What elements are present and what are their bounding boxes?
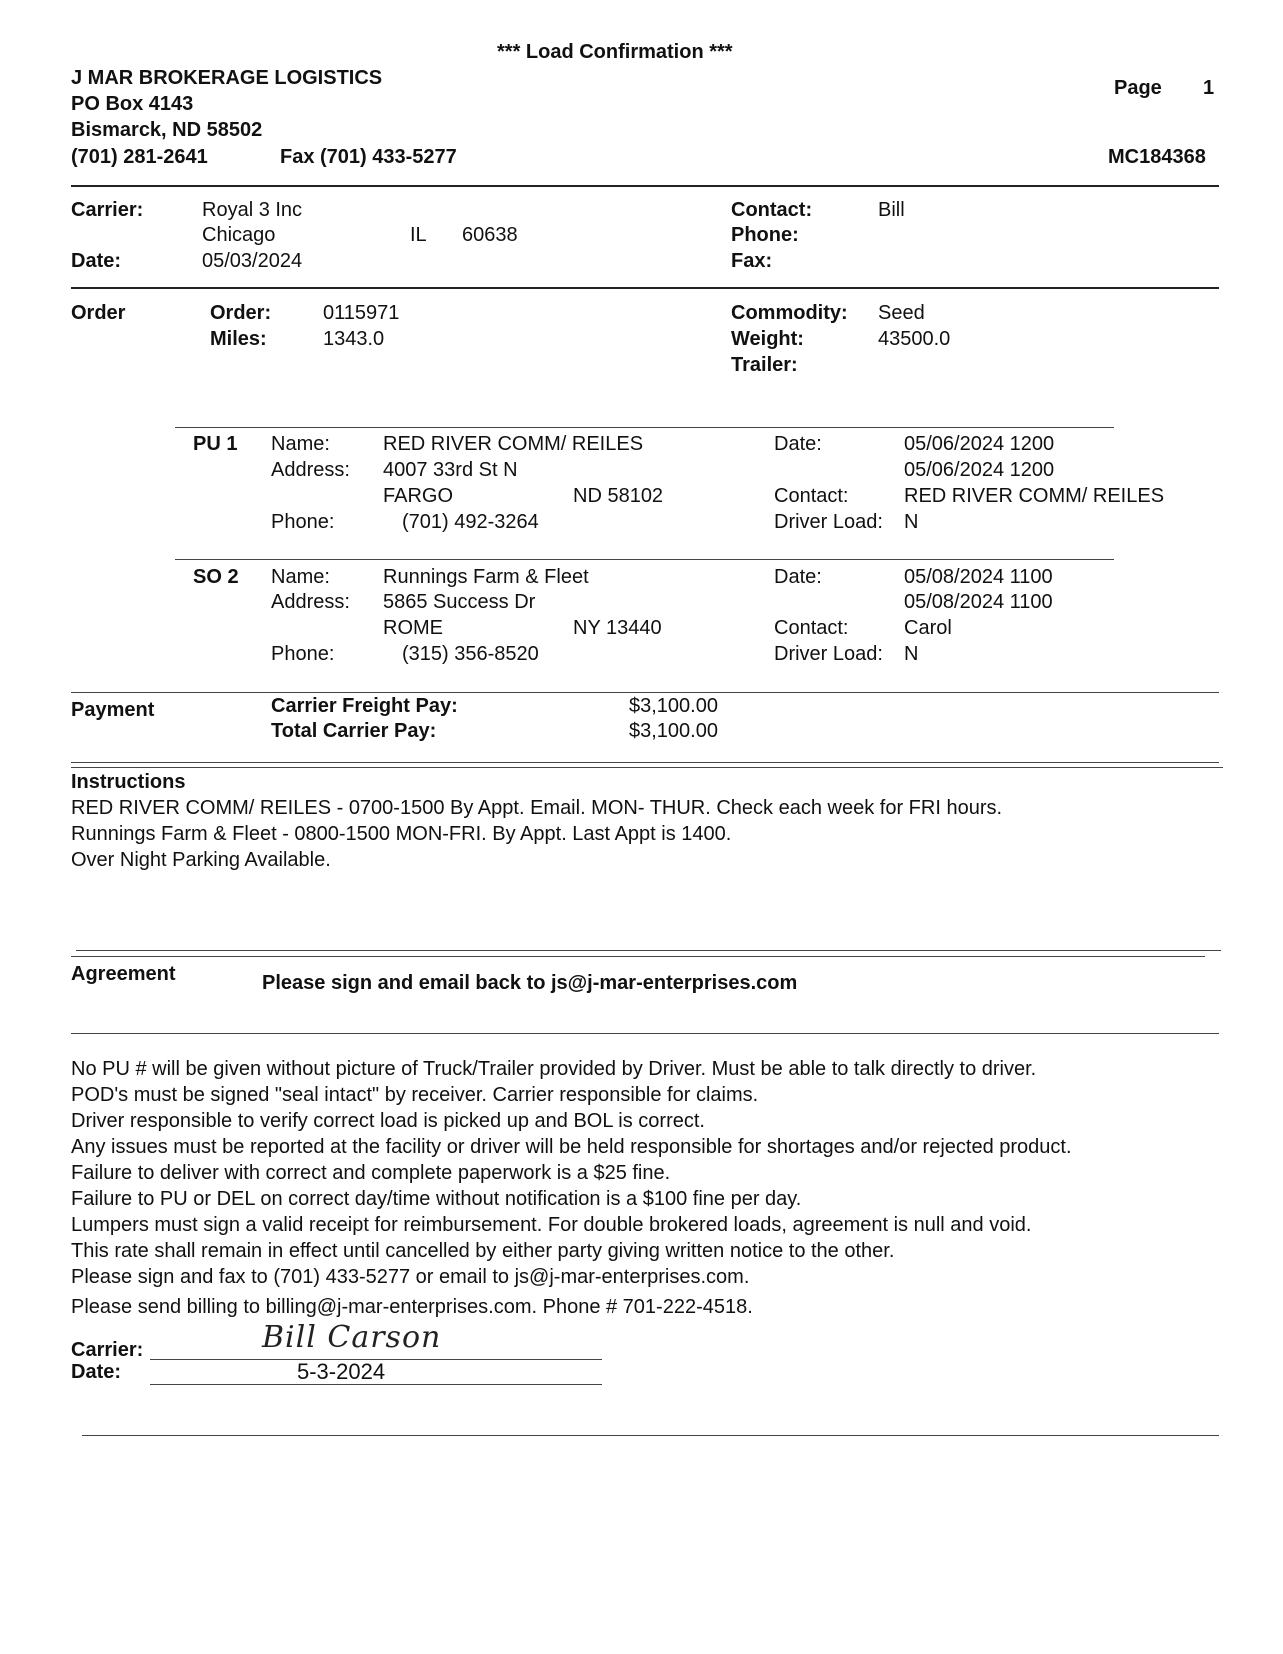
stop-phone-label: Phone: xyxy=(271,511,335,533)
terms-line: Driver responsible to verify correct load is picked up and BOL is correct. xyxy=(71,1110,705,1132)
terms-line: Failure to deliver with correct and complete paperwork is a $25 fine. xyxy=(71,1162,671,1184)
carrier-zip: 60638 xyxy=(462,224,518,246)
terms-line: Any issues must be reported at the facility or driver will be held responsible for shortages and/or rejected product. xyxy=(71,1136,1072,1158)
total-pay-label: Total Carrier Pay: xyxy=(271,720,437,742)
agreement-divider xyxy=(76,950,1221,951)
stop-date-end: 05/08/2024 1100 xyxy=(904,591,1053,613)
stop-contact: RED RIVER COMM/ REILES xyxy=(904,485,1165,507)
payment-section-label: Payment xyxy=(71,699,155,721)
company-phone: (701) 281-2641 xyxy=(71,146,208,168)
terms-line: Please sign and fax to (701) 433-5277 or email to js@j-mar-enterprises.com. xyxy=(71,1266,750,1288)
stop-name: RED RIVER COMM/ REILES xyxy=(383,433,644,455)
stop-driver-load: N xyxy=(904,511,919,533)
instruction-line: Over Night Parking Available. xyxy=(71,849,331,871)
instruction-line: RED RIVER COMM/ REILES - 0700-1500 By Appt. Email. MON- THUR. Check each week for FRI hours. xyxy=(71,797,1003,819)
order-number: 0115971 xyxy=(323,302,400,324)
signature-date-line[interactable] xyxy=(150,1384,602,1385)
total-pay-value: $3,100.00 xyxy=(629,720,718,742)
agreement-divider-2 xyxy=(71,956,1205,957)
fax-label: Fax: xyxy=(731,250,773,272)
header-divider xyxy=(71,185,1219,187)
stop-date-end: 05/06/2024 1200 xyxy=(904,459,1055,481)
payment-divider xyxy=(71,692,1219,693)
commodity-value: Seed xyxy=(878,302,925,324)
terms-line: This rate shall remain in effect until cancelled by either party giving written notice to the other. xyxy=(71,1240,895,1262)
contact-label: Contact: xyxy=(731,199,813,221)
payment-end-divider xyxy=(71,762,1219,763)
date-label: Date: xyxy=(71,250,122,272)
stop-contact-label: Contact: xyxy=(774,485,849,507)
weight-value: 43500.0 xyxy=(878,328,951,350)
stop-address-label: Address: xyxy=(271,459,350,481)
stop-date-start: 05/08/2024 1100 xyxy=(904,566,1053,588)
document-title: *** Load Confirmation *** xyxy=(497,41,733,63)
stop-contact: Carol xyxy=(904,617,952,639)
stop-code: PU 1 xyxy=(193,433,238,455)
stop-date-label: Date: xyxy=(774,566,822,588)
stop-phone: (701) 492-3264 xyxy=(402,511,539,533)
stop-phone: (315) 356-8520 xyxy=(402,643,539,665)
handwritten-signature: Bill Carson xyxy=(262,1320,442,1355)
weight-label: Weight: xyxy=(731,328,804,350)
company-fax: Fax (701) 433-5277 xyxy=(280,146,457,168)
agreement-message: Please sign and email back to js@j-mar-enterprises.com xyxy=(262,972,798,994)
miles-label: Miles: xyxy=(210,328,267,350)
freight-pay-value: $3,100.00 xyxy=(629,695,718,717)
stop-driver-load-label: Driver Load: xyxy=(774,643,883,665)
page-label: Page xyxy=(1114,77,1162,99)
order-number-label: Order: xyxy=(210,302,272,324)
payment-end-divider-2 xyxy=(71,767,1223,768)
phone-label: Phone: xyxy=(731,224,799,246)
mc-number: MC184368 xyxy=(1108,146,1206,168)
page-number: 1 xyxy=(1203,77,1215,99)
commodity-label: Commodity: xyxy=(731,302,848,324)
stop-state-zip: ND 58102 xyxy=(573,485,664,507)
stop-driver-load: N xyxy=(904,643,919,665)
stop-name-label: Name: xyxy=(271,566,330,588)
stop-divider xyxy=(175,559,1114,560)
company-address-line1: PO Box 4143 xyxy=(71,93,194,115)
stop-contact-label: Contact: xyxy=(774,617,849,639)
carrier-state: IL xyxy=(410,224,427,246)
stop-code: SO 2 xyxy=(193,566,239,588)
stop-phone-label: Phone: xyxy=(271,643,335,665)
stop-city: ROME xyxy=(383,617,443,639)
stop-street: 5865 Success Dr xyxy=(383,591,536,613)
carrier-contact: Bill xyxy=(878,199,905,221)
signature-date-label: Date: xyxy=(71,1361,122,1383)
company-name: J MAR BROKERAGE LOGISTICS xyxy=(71,67,383,89)
terms-line: Please send billing to billing@j-mar-enterprises.com. Phone # 701-222-4518. xyxy=(71,1296,753,1318)
order-section-label: Order xyxy=(71,302,126,324)
signature-carrier-label: Carrier: xyxy=(71,1339,144,1361)
carrier-label: Carrier: xyxy=(71,199,144,221)
terms-line: Lumpers must sign a valid receipt for reimbursement. For double brokered loads, agreement is null and void. xyxy=(71,1214,1032,1236)
instruction-line: Runnings Farm & Fleet - 0800-1500 MON-FRI. By Appt. Last Appt is 1400. xyxy=(71,823,732,845)
stop-address-label: Address: xyxy=(271,591,350,613)
stop-state-zip: NY 13440 xyxy=(573,617,662,639)
trailer-label: Trailer: xyxy=(731,354,798,376)
carrier-city: Chicago xyxy=(202,224,276,246)
terms-line: Failure to PU or DEL on correct day/time without notification is a $100 fine per day. xyxy=(71,1188,802,1210)
terms-line: No PU # will be given without picture of Truck/Trailer provided by Driver. Must be able to talk directly to driver. xyxy=(71,1058,1037,1080)
stop-driver-load-label: Driver Load: xyxy=(774,511,883,533)
agreement-label: Agreement xyxy=(71,963,176,985)
company-address-line2: Bismarck, ND 58502 xyxy=(71,119,263,141)
stop-date-start: 05/06/2024 1200 xyxy=(904,433,1055,455)
stop-name-label: Name: xyxy=(271,433,330,455)
stop-street: 4007 33rd St N xyxy=(383,459,518,481)
terms-line: POD's must be signed "seal intact" by receiver. Carrier responsible for claims. xyxy=(71,1084,759,1106)
confirmation-date: 05/03/2024 xyxy=(202,250,303,272)
stop-date-label: Date: xyxy=(774,433,822,455)
footer-divider xyxy=(82,1435,1219,1436)
carrier-name: Royal 3 Inc xyxy=(202,199,303,221)
freight-pay-label: Carrier Freight Pay: xyxy=(271,695,458,717)
stop-divider xyxy=(175,427,1114,428)
stop-name: Runnings Farm & Fleet xyxy=(383,566,589,588)
stop-city: FARGO xyxy=(383,485,454,507)
agreement-end-divider xyxy=(71,1033,1219,1034)
carrier-divider xyxy=(71,287,1219,289)
instructions-heading: Instructions xyxy=(71,771,186,793)
miles-value: 1343.0 xyxy=(323,328,385,350)
signed-date: 5-3-2024 xyxy=(297,1359,386,1384)
